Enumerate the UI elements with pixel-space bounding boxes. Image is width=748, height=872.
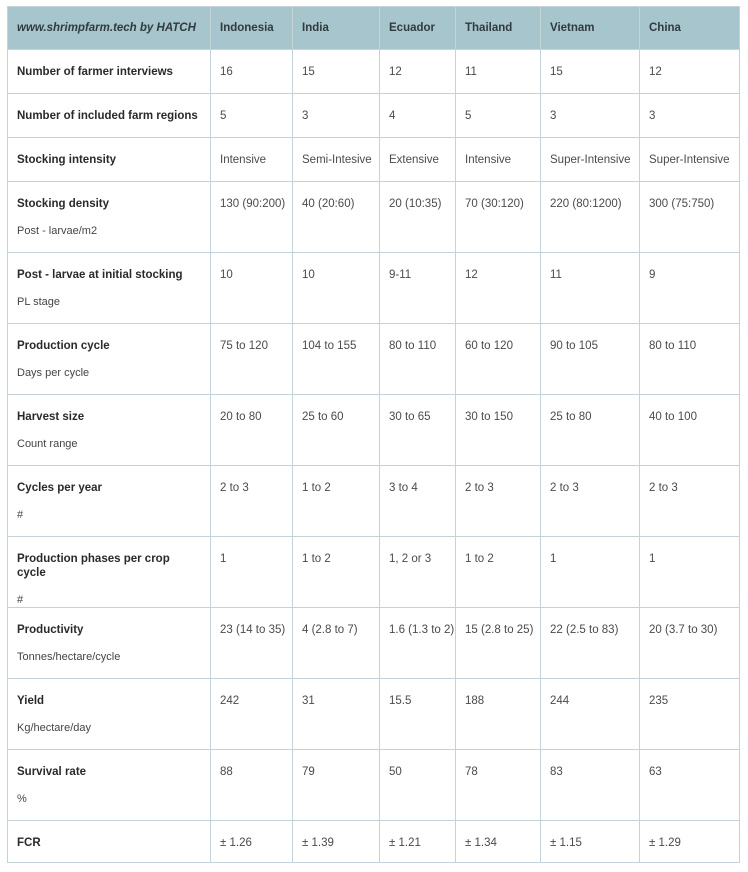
table-cell: Intensive — [456, 138, 541, 182]
table-cell: 5 — [211, 94, 293, 138]
row-unit: % — [17, 793, 27, 805]
country-header-vietnam: Vietnam — [541, 7, 640, 50]
table-cell: 2 to 3 — [640, 466, 740, 537]
table-cell: 20 (3.7 to 30) — [640, 608, 740, 679]
row-header-post-larvae-at-initial-stocking — [8, 253, 211, 324]
row-header-production-cycle — [8, 324, 211, 395]
table-cell: 1 to 2 — [456, 537, 541, 608]
table-cell: 25 to 80 — [541, 395, 640, 466]
row-label: Survival rate — [17, 766, 87, 778]
table-cell: 79 — [293, 750, 380, 821]
row-header-stocking-intensity — [8, 138, 211, 182]
table-cell: 104 to 155 — [293, 324, 380, 395]
row-unit: PL stage — [17, 296, 61, 308]
table-cell: 88 — [211, 750, 293, 821]
header-row — [8, 7, 740, 50]
table-cell: 3 — [541, 94, 640, 138]
table-cell: 40 to 100 — [640, 395, 740, 466]
table-cell: 23 (14 to 35) — [211, 608, 293, 679]
row-label: Harvest size — [17, 411, 85, 423]
table-cell: 15.5 — [380, 679, 456, 750]
country-header-thailand: Thailand — [456, 7, 541, 50]
table-cell: 16 — [211, 50, 293, 94]
table-cell: ± 1.21 — [380, 821, 456, 863]
row-unit: Days per cycle — [17, 367, 90, 379]
row-label: Number of farmer interviews — [17, 66, 173, 78]
country-header-indonesia: Indonesia — [211, 7, 293, 50]
row-label: Yield — [17, 695, 45, 707]
table-cell: 4 (2.8 to 7) — [293, 608, 380, 679]
table-cell: 2 to 3 — [456, 466, 541, 537]
table-cell: Extensive — [380, 138, 456, 182]
row-header-number-of-farmer-interviews — [8, 50, 211, 94]
table-cell: 130 (90:200) — [211, 182, 293, 253]
row-header-productivity — [8, 608, 211, 679]
table-row — [8, 537, 740, 608]
table-cell: 31 — [293, 679, 380, 750]
row-label: Post - larvae at initial stocking — [17, 269, 183, 281]
table-cell: 60 to 120 — [456, 324, 541, 395]
table-row — [8, 608, 740, 679]
table-cell: Semi-Intesive — [293, 138, 380, 182]
table-cell: 20 to 80 — [211, 395, 293, 466]
row-header-production-phases-per-crop-cycle — [8, 537, 211, 608]
table-cell: ± 1.15 — [541, 821, 640, 863]
row-unit: Count range — [17, 438, 78, 450]
table-cell: 3 — [640, 94, 740, 138]
table-cell: 1 — [640, 537, 740, 608]
table-cell: 1, 2 or 3 — [380, 537, 456, 608]
table-cell: 3 — [293, 94, 380, 138]
table-cell: 11 — [541, 253, 640, 324]
table-row — [8, 182, 740, 253]
table-cell: 2 to 3 — [541, 466, 640, 537]
table-row — [8, 138, 740, 182]
country-header-ecuador: Ecuador — [380, 7, 456, 50]
row-header-survival-rate — [8, 750, 211, 821]
table-cell: 15 (2.8 to 25) — [456, 608, 541, 679]
table-cell: 30 to 150 — [456, 395, 541, 466]
row-label: Number of included farm regions — [17, 110, 198, 122]
row-label: Stocking intensity — [17, 154, 117, 166]
table-cell: 242 — [211, 679, 293, 750]
table-cell: Intensive — [211, 138, 293, 182]
row-unit: Kg/hectare/day — [17, 722, 91, 734]
table-cell: 30 to 65 — [380, 395, 456, 466]
table-cell: 5 — [456, 94, 541, 138]
row-header-cycles-per-year — [8, 466, 211, 537]
row-label: Production cycle — [17, 340, 110, 352]
country-header-india: India — [293, 7, 380, 50]
table-cell: 25 to 60 — [293, 395, 380, 466]
row-unit: Tonnes/hectare/cycle — [17, 651, 121, 663]
row-label: Production phases per crop cycle — [17, 553, 170, 579]
table-cell: ± 1.39 — [293, 821, 380, 863]
table-cell: 3 to 4 — [380, 466, 456, 537]
table-cell: 244 — [541, 679, 640, 750]
row-label: Stocking density — [17, 198, 110, 210]
row-label: FCR — [17, 837, 41, 849]
row-header-harvest-size — [8, 395, 211, 466]
table-row — [8, 395, 740, 466]
row-header-number-of-included-farm-regions — [8, 94, 211, 138]
table-cell: 12 — [380, 50, 456, 94]
table-row — [8, 466, 740, 537]
table-body — [8, 50, 740, 863]
table-cell: 70 (30:120) — [456, 182, 541, 253]
row-label: Cycles per year — [17, 482, 103, 494]
table-cell: 235 — [640, 679, 740, 750]
table-cell: 300 (75:750) — [640, 182, 740, 253]
table-row — [8, 679, 740, 750]
table-cell: Super-Intensive — [640, 138, 740, 182]
row-unit: Post - larvae/m2 — [17, 225, 98, 237]
table-cell: 11 — [456, 50, 541, 94]
table-cell: Super-Intensive — [541, 138, 640, 182]
row-header-stocking-density — [8, 182, 211, 253]
table-cell: 83 — [541, 750, 640, 821]
table-cell: 1.6 (1.3 to 2) — [380, 608, 456, 679]
row-label: Productivity — [17, 624, 84, 636]
table-cell: 80 to 110 — [640, 324, 740, 395]
table-cell: 78 — [456, 750, 541, 821]
shrimp-farm-comparison-table — [7, 6, 740, 863]
table-cell: 4 — [380, 94, 456, 138]
table-cell: 80 to 110 — [380, 324, 456, 395]
table-cell: 9 — [640, 253, 740, 324]
table-cell: 2 to 3 — [211, 466, 293, 537]
table-cell: 1 to 2 — [293, 537, 380, 608]
table-cell: 20 (10:35) — [380, 182, 456, 253]
table-cell: 1 — [541, 537, 640, 608]
table-cell: 22 (2.5 to 83) — [541, 608, 640, 679]
table-cell: 90 to 105 — [541, 324, 640, 395]
table-row — [8, 324, 740, 395]
country-header-china: China — [640, 7, 740, 50]
table-cell: 1 — [211, 537, 293, 608]
table-row — [8, 50, 740, 94]
table-cell: ± 1.29 — [640, 821, 740, 863]
table-cell: 75 to 120 — [211, 324, 293, 395]
table-cell: ± 1.26 — [211, 821, 293, 863]
table-cell: 188 — [456, 679, 541, 750]
table-cell: 9-11 — [380, 253, 456, 324]
table-row — [8, 94, 740, 138]
row-header-yield — [8, 679, 211, 750]
table-cell: ± 1.34 — [456, 821, 541, 863]
table-cell: 15 — [541, 50, 640, 94]
table-cell: 10 — [211, 253, 293, 324]
table-cell: 40 (20:60) — [293, 182, 380, 253]
table-cell: 1 to 2 — [293, 466, 380, 537]
table-cell: 15 — [293, 50, 380, 94]
table-row — [8, 253, 740, 324]
row-header-fcr — [8, 821, 211, 863]
source-header: www.shrimpfarm.tech by HATCH — [8, 7, 211, 50]
table-cell: 63 — [640, 750, 740, 821]
table-cell: 10 — [293, 253, 380, 324]
table-cell: 12 — [640, 50, 740, 94]
row-unit: # — [17, 594, 24, 606]
table-cell: 50 — [380, 750, 456, 821]
row-unit: # — [17, 509, 24, 521]
table-row — [8, 821, 740, 863]
table-cell: 12 — [456, 253, 541, 324]
table-cell: 220 (80:1200) — [541, 182, 640, 253]
table-row — [8, 750, 740, 821]
